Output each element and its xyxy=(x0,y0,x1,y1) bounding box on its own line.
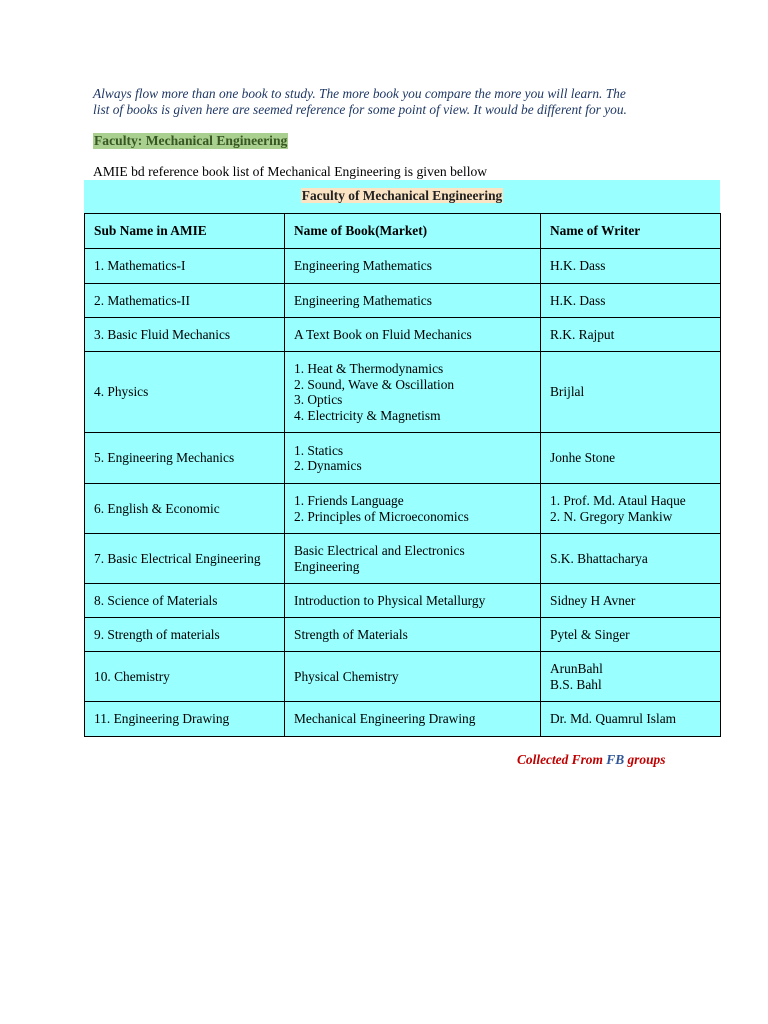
cell-book-line: 2. Dynamics xyxy=(294,458,362,473)
table-row xyxy=(85,534,721,584)
cell-writer xyxy=(541,534,721,584)
cell-book xyxy=(285,584,541,618)
cell-book xyxy=(285,318,541,352)
cell-book-line: 2. Principles of Microeconomics xyxy=(294,508,469,524)
cell-writer xyxy=(541,618,721,652)
table-row xyxy=(85,618,721,652)
table-row xyxy=(85,652,721,702)
cell-subject: 3. Basic Fluid Mechanics xyxy=(85,318,285,352)
cell-book xyxy=(285,249,541,284)
faculty-heading: Faculty: Mechanical Engineering xyxy=(94,133,288,148)
cell-book-line: Mechanical Engineering Drawing xyxy=(294,711,476,727)
cell-subject: 1. Mathematics-I xyxy=(85,249,285,284)
credit-prefix: Collected From xyxy=(517,752,607,767)
cell-writer xyxy=(541,652,721,702)
cell-writer xyxy=(541,318,721,352)
cell-writer xyxy=(541,249,721,284)
cell-writer-line: R.K. Rajput xyxy=(550,326,615,342)
book-list-table xyxy=(84,213,721,737)
credit-fb: FB xyxy=(606,752,625,767)
cell-writer xyxy=(541,584,721,618)
cell-subject: 4. Physics xyxy=(85,352,285,433)
cell-writer xyxy=(541,484,721,534)
cell-book xyxy=(285,702,541,737)
cell-writer-line: Pytel & Singer xyxy=(550,626,630,642)
cell-book xyxy=(285,618,541,652)
cell-book xyxy=(285,433,541,484)
table-caption-band xyxy=(84,180,720,213)
cell-book-line: 1. Friends Language xyxy=(294,493,404,508)
cell-writer-line: H.K. Dass xyxy=(550,292,606,308)
cell-book-line: 4. Electricity & Magnetism xyxy=(294,407,441,423)
cell-book-line: 2. Sound, Wave & Oscillation xyxy=(294,376,455,392)
table-row xyxy=(85,284,721,318)
cell-writer-line: Jonhe Stone xyxy=(550,450,616,466)
cell-book-line: Physical Chemistry xyxy=(294,668,399,684)
cell-writer-line: H.K. Dass xyxy=(550,258,606,274)
table-row xyxy=(85,484,721,534)
table-row xyxy=(85,433,721,484)
cell-book-line: 1. Heat & Thermodynamics xyxy=(294,361,444,376)
cell-book-line: A Text Book on Fluid Mechanics xyxy=(294,326,472,342)
table-row xyxy=(85,352,721,433)
header-subject: Sub Name in AMIE xyxy=(85,214,285,249)
cell-writer xyxy=(541,433,721,484)
cell-writer-line: 2. N. Gregory Mankiw xyxy=(550,508,673,524)
cell-writer xyxy=(541,284,721,318)
cell-writer-line: Brijlal xyxy=(550,384,585,400)
cell-book xyxy=(285,534,541,584)
intro-paragraph xyxy=(93,86,693,118)
source-credit xyxy=(517,752,665,768)
cell-subject: 2. Mathematics-II xyxy=(85,284,285,318)
cell-book-line: Engineering Mathematics xyxy=(294,292,432,308)
cell-subject: 8. Science of Materials xyxy=(85,584,285,618)
cell-writer xyxy=(541,702,721,737)
cell-subject: 11. Engineering Drawing xyxy=(85,702,285,737)
cell-subject: 5. Engineering Mechanics xyxy=(85,433,285,484)
credit-suffix: groups xyxy=(624,752,666,767)
cell-writer-line: Dr. Md. Quamrul Islam xyxy=(550,711,677,727)
table-row xyxy=(85,318,721,352)
cell-subject: 7. Basic Electrical Engineering xyxy=(85,534,285,584)
cell-book-line: Introduction to Physical Metallurgy xyxy=(294,592,486,608)
cell-writer-line: B.S. Bahl xyxy=(550,676,602,692)
table-header-row xyxy=(85,214,721,249)
cell-book-line: Strength of Materials xyxy=(294,626,408,642)
header-book: Name of Book(Market) xyxy=(285,214,541,249)
intro-line-1: Always flow more than one book to study. The more book you compare the more you will learn. The xyxy=(93,86,626,101)
table-caption: Faculty of Mechanical Engineering xyxy=(301,188,503,203)
cell-book xyxy=(285,352,541,433)
cell-writer-line: S.K. Bhattacharya xyxy=(550,550,648,566)
cell-book-line: Engineering Mathematics xyxy=(294,258,432,274)
cell-writer-line: ArunBahl xyxy=(550,661,603,676)
cell-writer-line: Sidney H Avner xyxy=(550,592,636,608)
header-writer: Name of Writer xyxy=(541,214,721,249)
cell-subject: 6. English & Economic xyxy=(85,484,285,534)
cell-book xyxy=(285,284,541,318)
list-subtitle: AMIE bd reference book list of Mechanical Engineering is given bellow xyxy=(93,164,488,179)
table-row xyxy=(85,249,721,284)
table-row xyxy=(85,584,721,618)
cell-book-line: Engineering xyxy=(294,558,360,574)
cell-subject: 9. Strength of materials xyxy=(85,618,285,652)
cell-writer xyxy=(541,352,721,433)
intro-line-2: list of books is given here are seemed reference for some point of view. It would be different for you. xyxy=(93,102,627,117)
cell-book-line: 3. Optics xyxy=(294,392,343,407)
cell-writer-line: 1. Prof. Md. Ataul Haque xyxy=(550,493,686,508)
table-row xyxy=(85,702,721,737)
cell-book-line: 1. Statics xyxy=(294,442,344,458)
cell-book-line: Basic Electrical and Electronics xyxy=(294,543,465,558)
cell-book xyxy=(285,484,541,534)
cell-book xyxy=(285,652,541,702)
cell-subject: 10. Chemistry xyxy=(85,652,285,702)
